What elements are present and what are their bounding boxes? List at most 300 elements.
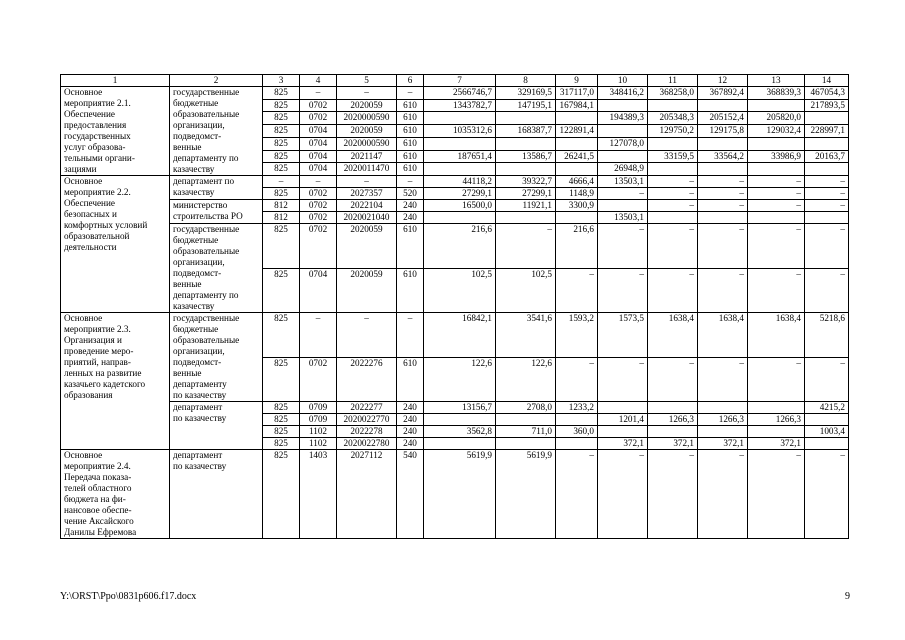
cell-line: организации,: [173, 346, 225, 356]
column-number: 1: [61, 75, 170, 87]
cell-line: образования: [64, 390, 113, 400]
data-cell: –: [598, 450, 648, 539]
data-cell: –: [556, 268, 598, 313]
data-cell: 2022104: [337, 200, 397, 212]
data-cell: 1266,3: [648, 414, 698, 426]
cell-line: нансовое обеспе-: [64, 505, 132, 515]
data-cell: 240: [397, 426, 424, 438]
data-cell: 1003,4: [805, 426, 849, 438]
executor-name: [170, 224, 263, 313]
data-cell: [698, 99, 748, 112]
header-row: [61, 75, 849, 87]
cell-line: мероприятие 2.2.: [64, 187, 131, 197]
executor-name: [170, 87, 263, 176]
table-row: [61, 402, 849, 414]
cell-line: бюджетные: [173, 98, 219, 108]
data-cell: 0704: [300, 268, 337, 313]
data-cell: 825: [263, 188, 300, 200]
column-number: 8: [496, 75, 556, 87]
cell-line: казачеству: [173, 187, 215, 197]
data-cell: 2022278: [337, 426, 397, 438]
data-cell: 228997,1: [805, 125, 849, 138]
data-cell: 26948,9: [598, 163, 648, 176]
table-body: [61, 75, 849, 539]
data-cell: –: [805, 188, 849, 200]
data-cell: 240: [397, 402, 424, 414]
cell-line: по казачеству: [173, 390, 227, 400]
data-cell: 317117,0: [556, 87, 598, 100]
data-cell: 216,6: [424, 224, 496, 269]
column-number: 11: [648, 75, 698, 87]
data-cell: 540: [397, 450, 424, 539]
cell-line: государственных: [64, 131, 131, 141]
data-cell: 122,6: [424, 357, 496, 402]
data-cell: [424, 163, 496, 176]
data-cell: 0709: [300, 414, 337, 426]
data-cell: [748, 212, 805, 224]
data-cell: 122,6: [496, 357, 556, 402]
data-cell: [805, 212, 849, 224]
cell-line: строительства РО: [173, 211, 243, 221]
data-cell: [598, 426, 648, 438]
cell-line: Данилы Ефремова: [64, 527, 137, 537]
data-cell: 1638,4: [748, 313, 805, 358]
cell-line: образовательные: [173, 109, 240, 119]
data-cell: [698, 426, 748, 438]
data-cell: 187651,4: [424, 150, 496, 163]
data-cell: 825: [263, 163, 300, 176]
cell-line: департаменту: [173, 379, 227, 389]
cell-line: департамент: [173, 402, 223, 412]
data-cell: [496, 414, 556, 426]
column-number: 3: [263, 75, 300, 87]
data-cell: –: [556, 357, 598, 402]
data-cell: 825: [263, 224, 300, 269]
data-cell: –: [300, 87, 337, 100]
data-cell: 610: [397, 125, 424, 138]
data-cell: 13586,7: [496, 150, 556, 163]
data-cell: [648, 137, 698, 150]
data-cell: 16842,1: [424, 313, 496, 358]
data-cell: 27299,1: [496, 188, 556, 200]
data-cell: 4215,2: [805, 402, 849, 414]
data-cell: 610: [397, 163, 424, 176]
data-cell: 610: [397, 99, 424, 112]
data-cell: –: [748, 357, 805, 402]
data-cell: –: [598, 224, 648, 269]
data-cell: 825: [263, 450, 300, 539]
cell-line: венные: [173, 368, 202, 378]
cell-line: Организация и: [64, 335, 122, 345]
data-cell: –: [805, 268, 849, 313]
data-cell: 33986,9: [748, 150, 805, 163]
data-cell: [648, 426, 698, 438]
data-cell: 129032,4: [748, 125, 805, 138]
data-cell: [496, 112, 556, 125]
data-cell: [598, 99, 648, 112]
data-cell: [698, 163, 748, 176]
cell-line: казачьего кадетского: [64, 379, 146, 389]
data-cell: [748, 426, 805, 438]
data-cell: –: [698, 357, 748, 402]
data-cell: 0702: [300, 200, 337, 212]
data-cell: 825: [263, 268, 300, 313]
data-cell: 610: [397, 357, 424, 402]
data-cell: –: [748, 450, 805, 539]
data-cell: 240: [397, 414, 424, 426]
data-cell: –: [698, 224, 748, 269]
data-cell: [648, 402, 698, 414]
cell-line: мероприятие 2.1.: [64, 98, 131, 108]
table-row: [61, 176, 849, 188]
table-row: [61, 450, 849, 539]
data-cell: 0704: [300, 137, 337, 150]
data-cell: –: [648, 268, 698, 313]
data-cell: 372,1: [598, 438, 648, 450]
data-cell: –: [805, 176, 849, 188]
data-cell: 825: [263, 438, 300, 450]
data-cell: –: [397, 87, 424, 100]
column-number: 10: [598, 75, 648, 87]
data-cell: 168387,7: [496, 125, 556, 138]
cell-line: венные: [173, 142, 202, 152]
cell-line: подведомст-: [173, 268, 222, 278]
data-cell: 167984,1: [556, 99, 598, 112]
data-cell: 2020059: [337, 125, 397, 138]
data-cell: [496, 438, 556, 450]
data-cell: 27299,1: [424, 188, 496, 200]
data-cell: [805, 414, 849, 426]
data-cell: 2020011470: [337, 163, 397, 176]
data-cell: [424, 414, 496, 426]
cell-line: департаменту по: [173, 290, 239, 300]
data-cell: 129750,2: [648, 125, 698, 138]
data-cell: 0702: [300, 224, 337, 269]
cell-line: образовательной: [64, 231, 130, 241]
table-row: [61, 87, 849, 100]
measure-name: [61, 450, 170, 539]
data-cell: 1638,4: [648, 313, 698, 358]
data-cell: 1573,5: [598, 313, 648, 358]
data-cell: 240: [397, 200, 424, 212]
data-cell: 1638,4: [698, 313, 748, 358]
data-cell: 1266,3: [698, 414, 748, 426]
data-cell: 2020022780: [337, 438, 397, 450]
data-cell: 127078,0: [598, 137, 648, 150]
data-cell: 610: [397, 137, 424, 150]
executor-name: [170, 450, 263, 539]
data-cell: 825: [263, 99, 300, 112]
data-cell: 3541,6: [496, 313, 556, 358]
cell-line: Передача показа-: [64, 472, 132, 482]
data-cell: –: [598, 188, 648, 200]
data-cell: –: [648, 224, 698, 269]
cell-line: организации,: [173, 120, 225, 130]
data-cell: 368258,0: [648, 87, 698, 100]
data-cell: [598, 200, 648, 212]
data-cell: [598, 125, 648, 138]
data-cell: –: [698, 268, 748, 313]
cell-line: образовательные: [173, 246, 240, 256]
cell-line: бюджетные: [173, 324, 219, 334]
column-number: 12: [698, 75, 748, 87]
data-cell: 0709: [300, 402, 337, 414]
data-cell: 33564,2: [698, 150, 748, 163]
data-cell: –: [300, 176, 337, 188]
data-cell: 129175,8: [698, 125, 748, 138]
data-cell: 825: [263, 125, 300, 138]
data-cell: [496, 163, 556, 176]
measure-name: [61, 176, 170, 313]
data-cell: 1201,4: [598, 414, 648, 426]
data-cell: 825: [263, 402, 300, 414]
data-cell: 2020021040: [337, 212, 397, 224]
data-cell: –: [805, 200, 849, 212]
data-cell: 610: [397, 150, 424, 163]
data-cell: 16500,0: [424, 200, 496, 212]
data-cell: [424, 112, 496, 125]
data-cell: 2022277: [337, 402, 397, 414]
cell-line: бюджетные: [173, 235, 219, 245]
data-cell: [648, 99, 698, 112]
executor-name: [170, 176, 263, 200]
data-cell: –: [748, 188, 805, 200]
cell-line: комфортных условий: [64, 220, 148, 230]
data-cell: 1102: [300, 438, 337, 450]
data-cell: 3562,8: [424, 426, 496, 438]
data-cell: 520: [397, 188, 424, 200]
page-number: 9: [845, 591, 850, 602]
data-cell: –: [397, 313, 424, 358]
data-cell: –: [337, 313, 397, 358]
data-cell: –: [805, 357, 849, 402]
data-cell: 372,1: [698, 438, 748, 450]
data-cell: –: [300, 313, 337, 358]
data-cell: 1035312,6: [424, 125, 496, 138]
data-cell: 194389,3: [598, 112, 648, 125]
data-cell: [698, 212, 748, 224]
data-cell: [748, 99, 805, 112]
cell-line: зациями: [64, 164, 97, 174]
data-cell: 0704: [300, 150, 337, 163]
data-cell: 26241,5: [556, 150, 598, 163]
cell-line: мероприятие 2.4.: [64, 461, 131, 471]
data-cell: 0702: [300, 112, 337, 125]
data-cell: 348416,2: [598, 87, 648, 100]
data-cell: –: [496, 224, 556, 269]
data-cell: –: [397, 176, 424, 188]
data-cell: 2022276: [337, 357, 397, 402]
column-number: 6: [397, 75, 424, 87]
data-cell: –: [556, 450, 598, 539]
data-cell: [805, 112, 849, 125]
data-cell: [556, 163, 598, 176]
data-cell: [598, 402, 648, 414]
data-cell: 2708,0: [496, 402, 556, 414]
data-cell: –: [698, 450, 748, 539]
data-cell: 1148,9: [556, 188, 598, 200]
cell-line: тельными органи-: [64, 153, 135, 163]
data-cell: [424, 212, 496, 224]
column-number: 14: [805, 75, 849, 87]
data-cell: 13503,1: [598, 212, 648, 224]
data-cell: 610: [397, 224, 424, 269]
data-cell: 217893,5: [805, 99, 849, 112]
data-cell: –: [698, 200, 748, 212]
data-cell: [748, 163, 805, 176]
data-cell: 3300,9: [556, 200, 598, 212]
data-cell: 0704: [300, 125, 337, 138]
data-cell: –: [648, 188, 698, 200]
column-number: 7: [424, 75, 496, 87]
data-cell: 1403: [300, 450, 337, 539]
cell-line: Основное: [64, 450, 103, 460]
cell-line: Основное: [64, 87, 103, 97]
column-number: 13: [748, 75, 805, 87]
data-cell: 329169,5: [496, 87, 556, 100]
data-cell: [805, 137, 849, 150]
column-number: 2: [170, 75, 263, 87]
measure-name: [61, 87, 170, 176]
data-cell: 2027112: [337, 450, 397, 539]
data-cell: 825: [263, 414, 300, 426]
cell-line: департаменту по: [173, 153, 239, 163]
data-cell: 216,6: [556, 224, 598, 269]
cell-line: Обеспечение: [64, 109, 115, 119]
data-cell: –: [598, 268, 648, 313]
cell-line: по казачеству: [173, 413, 227, 423]
column-number: 5: [337, 75, 397, 87]
data-cell: 2021147: [337, 150, 397, 163]
data-cell: –: [598, 357, 648, 402]
data-cell: [424, 438, 496, 450]
data-cell: 1102: [300, 426, 337, 438]
data-cell: –: [748, 176, 805, 188]
data-cell: 711,0: [496, 426, 556, 438]
data-cell: [748, 137, 805, 150]
data-cell: –: [648, 176, 698, 188]
measure-name: [61, 313, 170, 450]
data-cell: 825: [263, 426, 300, 438]
budget-table: [60, 74, 849, 539]
cell-line: венные: [173, 279, 202, 289]
data-cell: 205820,0: [748, 112, 805, 125]
data-cell: –: [698, 176, 748, 188]
data-cell: 13156,7: [424, 402, 496, 414]
file-path: Y:\ORST\Ppo\0831p606.f17.docx: [60, 591, 197, 602]
executor-name: [170, 402, 263, 450]
cell-line: Обеспечение: [64, 198, 115, 208]
data-cell: [496, 137, 556, 150]
data-cell: 11921,1: [496, 200, 556, 212]
data-cell: 367892,4: [698, 87, 748, 100]
column-number: 9: [556, 75, 598, 87]
cell-line: Основное: [64, 313, 103, 323]
data-cell: [648, 212, 698, 224]
cell-line: казачеству: [173, 164, 215, 174]
data-cell: 44118,2: [424, 176, 496, 188]
cell-line: государственные: [173, 224, 240, 234]
table-row: [61, 313, 849, 358]
data-cell: 240: [397, 438, 424, 450]
data-cell: [556, 414, 598, 426]
data-cell: –: [805, 224, 849, 269]
cell-line: организации,: [173, 257, 225, 267]
data-cell: –: [748, 268, 805, 313]
data-cell: 825: [263, 150, 300, 163]
data-cell: 372,1: [748, 438, 805, 450]
data-cell: 2020000590: [337, 137, 397, 150]
data-cell: 20163,7: [805, 150, 849, 163]
data-cell: 825: [263, 137, 300, 150]
cell-line: министерство: [173, 200, 228, 210]
data-cell: 0702: [300, 212, 337, 224]
cell-line: мероприятие 2.3.: [64, 324, 131, 334]
data-cell: [556, 438, 598, 450]
data-cell: [424, 137, 496, 150]
cell-line: казачеству: [173, 301, 215, 311]
cell-line: телей областного: [64, 483, 132, 493]
cell-line: чение Аксайского: [64, 516, 134, 526]
data-cell: –: [337, 176, 397, 188]
data-cell: 39322,7: [496, 176, 556, 188]
data-cell: 610: [397, 268, 424, 313]
data-cell: 368839,3: [748, 87, 805, 100]
data-cell: [496, 212, 556, 224]
data-cell: 467054,3: [805, 87, 849, 100]
data-cell: [805, 163, 849, 176]
data-cell: 2020059: [337, 224, 397, 269]
data-cell: 147195,1: [496, 99, 556, 112]
data-cell: –: [648, 357, 698, 402]
table-row: [61, 200, 849, 212]
data-cell: 0702: [300, 99, 337, 112]
data-cell: 1343782,7: [424, 99, 496, 112]
data-cell: 205152,4: [698, 112, 748, 125]
data-cell: 205348,3: [648, 112, 698, 125]
data-cell: 372,1: [648, 438, 698, 450]
cell-line: проведение меро-: [64, 346, 134, 356]
data-cell: –: [263, 176, 300, 188]
data-cell: [648, 163, 698, 176]
cell-line: подведомст-: [173, 131, 222, 141]
cell-line: Основное: [64, 176, 103, 186]
cell-line: по казачеству: [173, 461, 227, 471]
cell-line: предоставления: [64, 120, 127, 130]
data-cell: 812: [263, 200, 300, 212]
data-cell: 4666,4: [556, 176, 598, 188]
data-cell: –: [748, 200, 805, 212]
data-cell: 0704: [300, 163, 337, 176]
data-cell: [556, 212, 598, 224]
data-cell: 825: [263, 313, 300, 358]
data-cell: 610: [397, 112, 424, 125]
data-cell: –: [648, 450, 698, 539]
data-cell: 825: [263, 112, 300, 125]
data-cell: [598, 150, 648, 163]
data-cell: –: [748, 224, 805, 269]
data-cell: 0702: [300, 188, 337, 200]
executor-name: [170, 200, 263, 224]
data-cell: –: [698, 188, 748, 200]
data-cell: 825: [263, 87, 300, 100]
data-cell: 5619,9: [496, 450, 556, 539]
data-cell: [748, 402, 805, 414]
column-number: 4: [300, 75, 337, 87]
data-cell: 13503,1: [598, 176, 648, 188]
data-cell: 1266,3: [748, 414, 805, 426]
data-cell: 2020059: [337, 268, 397, 313]
